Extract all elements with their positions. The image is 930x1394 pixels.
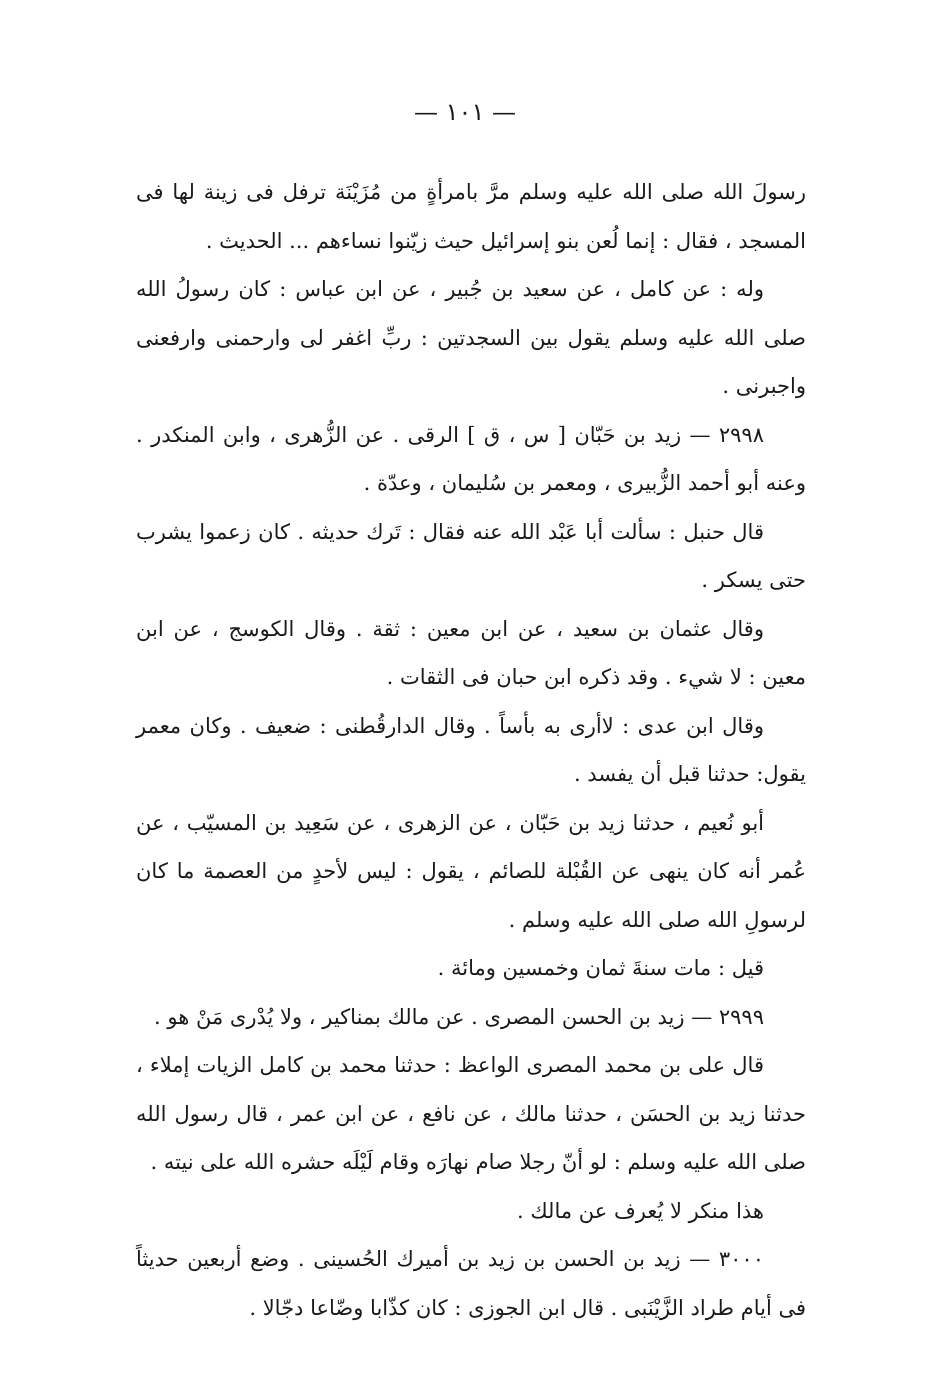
page-number: — ١٠١ — (414, 98, 516, 126)
paragraph-ali-ibn-muhammad: قال على بن محمد المصرى الواعظ : حدثنا محمد بن كامل الزيات إملاء ، حدثنا زيد بن الحسَن ، حدثنا مالك ، عن نافع ، عن ابن عمر ، قال رسول الله صلى الله عليه وسلم : لو أنّ رجلا صام نهارَه وقام لَيْلَه حشره الله على نيته . (136, 1053, 806, 1174)
main-text (136, 168, 806, 1332)
paragraph-uthman-ibn-said: وقال عثمان بن سعيد ، عن ابن معين : ثقة . وقال الكوسج ، عن ابن معين : لا شيء . وقد ذكره ابن حبان فى الثقات . (136, 616, 806, 689)
paragraph-hanbal: قال حنبل : سألت أبا عَبْد الله عنه فقال : تَرك حديثه . كان زعموا يشرب حتى يسكر . (136, 519, 806, 592)
paragraph-munkar: هذا منكر لا يُعرف عن مالك . (517, 1198, 764, 1223)
paragraph-abu-nuaym: أبو نُعيم ، حدثنا زيد بن حَبّان ، عن الزهرى ، عن سَعِيد بن المسيّب ، عن عُمر أنه كان ينهى عن القُبْلة للصائم ، يقول : ليس لأحدٍ من العصمة ما كان لرسولِ الله صلى الله عليه وسلم . (136, 810, 806, 932)
entry-3000: ٣٠٠٠ — زيد بن الحسن بن زيد بن أميرك الحُسينى . وضع أربعين حديثاً فى أيام طراد الزَّيْنَبى . قال ابن الجوزى : كان كذّابا وضّاعا دجّالا . (136, 1247, 806, 1320)
paragraph-ibn-adi: وقال ابن عدى : لاأرى به بأساً . وقال الدارقُطنى : ضعيف . وكان معمر يقول: حدثنا قبل أن يفسد . (136, 713, 806, 786)
entry-2998: ٢٩٩٨ — زيد بن حَبّان [ س ، ق ] الرقى . عن الزُّهرى ، وابن المنكدر . وعنه أبو أحمد الزُّبيرى ، ومعمر بن سُليمان ، وعدّة . (136, 422, 806, 495)
paragraph-kamil-narration: وله : عن كامل ، عن سعيد بن جُبير ، عن ابن عباس : كان رسولُ الله صلى الله عليه وسلم يقول بين السجدتين : ربِّ اغفر لى وارحمنى وارفعنى واجبرنى . (136, 277, 806, 398)
paragraph-hadith-continuation: رسولَ الله صلى الله عليه وسلم مرَّ بامرأةٍ من مُزَيْنَة ترفل فى زينة لها فى المسجد ، فقال : إنما لُعن بنو إسرائيل حيث زيّنوا نساءهم ... الحديث . (136, 180, 806, 253)
paragraph-death-date: قيل : مات سنةَ ثمان وخمسين ومائة . (437, 956, 764, 980)
entry-2999: ٢٩٩٩ — زيد بن الحسن المصرى . عن مالك بمناكير ، ولا يُدْرى مَنْ هو . (154, 1004, 764, 1029)
